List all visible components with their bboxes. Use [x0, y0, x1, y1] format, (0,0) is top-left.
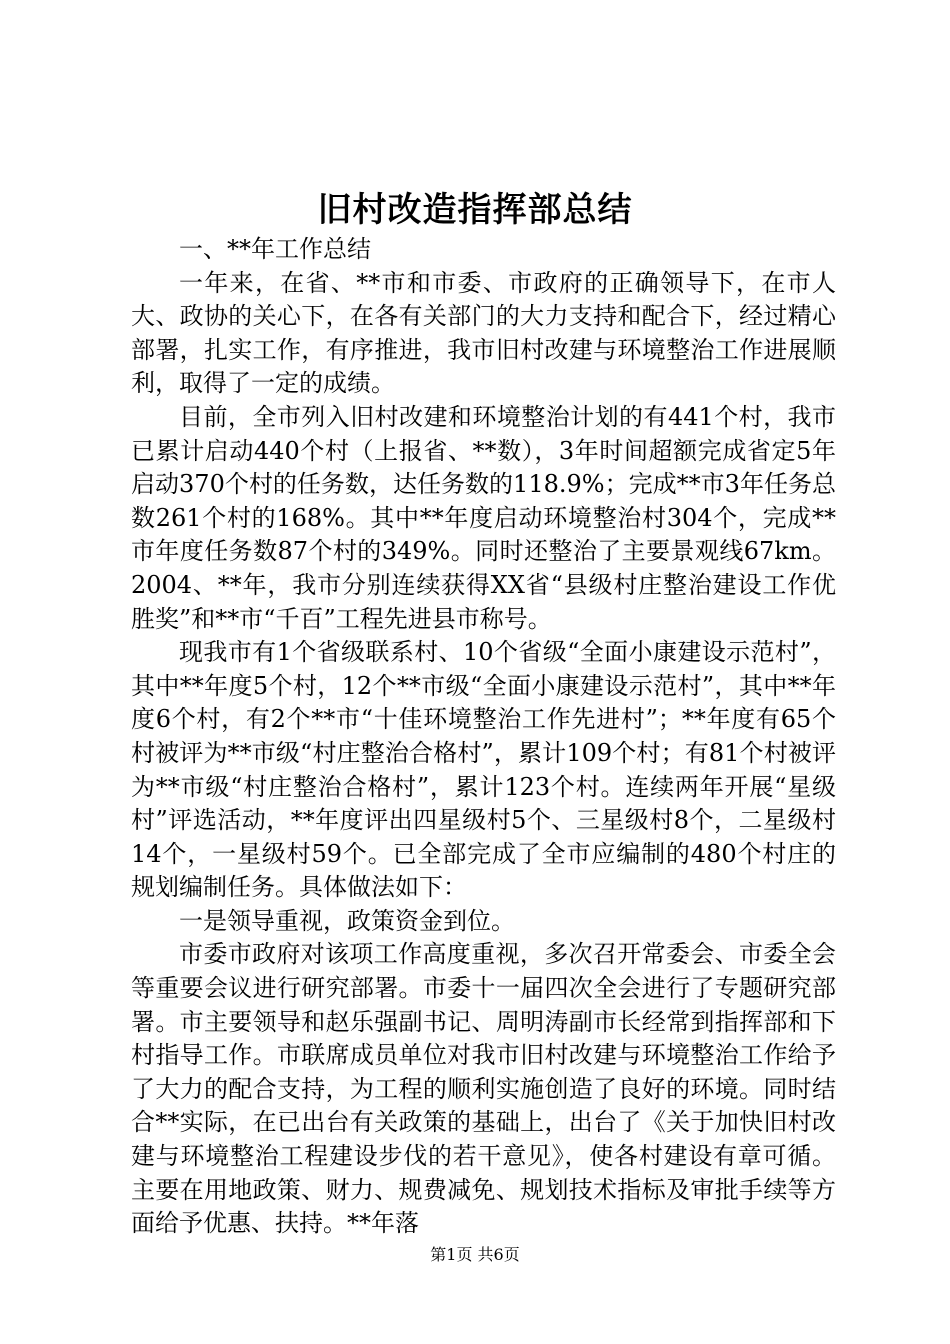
subsection-heading: 一是领导重视，政策资金到位。: [179, 906, 515, 935]
document-body: [131, 233, 836, 1241]
section-heading: 一、**年工作总结: [179, 235, 371, 263]
paragraph: 现我市有1个省级联系村、10个省级“全面小康建设示范村”，其中**年度5个村，12个**市级“全面小康建设示范村”，其中**年度6个村，有2个**市“十佳环境整治工作先进村”；**年度有65个村被评为**市级“村庄整治合格村”，累计109个村；有81个村被评为**市级“村庄整治合格村”，累计123个村。连续两年开展“星级村”评选活动，**年度评出四星级村5个、三星级村8个，二星级村14个，一星级村59个。已全部完成了全市应编制的480个村庄的规划编制任务。具体做法如下：: [131, 638, 836, 902]
paragraph: 市委市政府对该项工作高度重视，多次召开常委会、市委全会等重要会议进行研究部署。市委十一届四次全会进行了专题研究部署。市主要领导和赵乐强副书记、周明涛副市长经常到指挥部和下村指导工作。市联席成员单位对我市旧村改建与环境整治工作给予了大力的配合支持，为工程的顺利实施创造了良好的环境。同时结合**实际，在已出台有关政策的基础上，出台了《关于加快旧村改建与环境整治工程建设步伐的若干意见》，使各村建设有章可循。主要在用地政策、财力、规费减免、规划技术指标及审批手续等方面给予优惠、扶持。**年落: [131, 940, 836, 1238]
document-title: 旧村改造指挥部总结: [317, 190, 633, 230]
paragraph: 目前，全市列入旧村改建和环境整治计划的有441个村，我市已累计启动440个村（上报省、**数），3年时间超额完成省定5年启动370个村的任务数，达任务数的118.9%；完成**市3年任务总数261个村的168%。其中**年度启动环境整治村304个，完成**市年度任务数87个村的349%。同时还整治了主要景观线67km。2004、**年，我市分别连续获得XX省“县级村庄整治建设工作优胜奖”和**市“千百”工程先进县市称号。: [131, 402, 836, 633]
page-footer: 第1页 共6页: [430, 1245, 520, 1264]
paragraph: 一年来，在省、**市和市委、市政府的正确领导下，在市人大、政协的关心下，在各有关部门的大力支持和配合下，经过精心部署，扎实工作，有序推进，我市旧村改建与环境整治工作进展顺利，取得了一定的成绩。: [131, 268, 836, 398]
